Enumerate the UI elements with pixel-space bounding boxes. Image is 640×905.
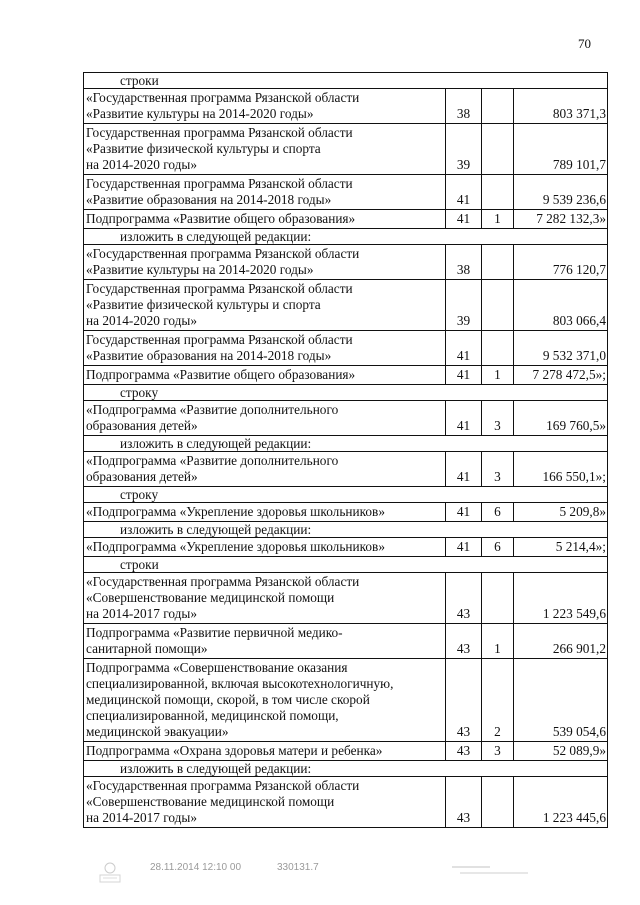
subprogram-cell [481,777,513,827]
program-name-cell [84,280,445,330]
program-name-cell [84,210,445,228]
program-name-line: санитарной помощи» [86,641,208,656]
program-name-line: «Государственная программа Рязанской области [86,90,360,105]
program-name-cell [84,503,445,521]
footer-doc-code: 330131.7 [277,862,319,873]
instruction-row [83,72,608,89]
table-row [83,331,608,366]
table-row [83,210,608,229]
program-name-cell [84,742,445,760]
program-name-line: «Государственная программа Рязанской области [86,778,360,793]
faded-stamp-icon [450,862,530,878]
instruction-text: изложить в следующей редакции: [120,522,312,537]
amount-cell: 7 278 472,5»; [513,366,607,384]
instruction-row [83,385,608,401]
program-name-line: медицинской помощи, скорой, в том числе скорой [86,692,370,707]
instruction-text: строки [120,557,159,572]
amount-cell: 1 223 549,6 [513,573,607,623]
program-name-line: на 2014-2017 годы» [86,810,198,825]
amount-cell: 52 089,9» [513,742,607,760]
amount-cell: 9 539 236,6 [513,175,607,209]
code-cell: 43 [445,624,481,658]
instruction-text: строку [120,487,159,502]
instruction-row [83,761,608,777]
code-cell: 39 [445,280,481,330]
instruction-text: строку [120,385,159,400]
program-name-line: Государственная программа Рязанской области [86,332,353,347]
program-name-line: Подпрограмма «Развитие первичной медико- [86,625,343,640]
instruction-row [83,487,608,503]
table-row [83,401,608,436]
code-cell: 41 [445,503,481,521]
program-name-cell [84,245,445,279]
program-name-cell [84,777,445,827]
table-row [83,538,608,557]
program-name-cell [84,175,445,209]
program-name-cell [84,366,445,384]
instruction-text: изложить в следующей редакции: [120,436,312,451]
program-name-line: «Развитие культуры на 2014-2020 годы» [86,106,314,121]
program-name-line: медицинской эвакуации» [86,724,229,739]
program-name-cell [84,401,445,435]
subprogram-cell: 6 [481,538,513,556]
code-cell: 41 [445,175,481,209]
program-name-cell [84,659,445,741]
amount-cell: 539 054,6 [513,659,607,741]
subprogram-cell [481,573,513,623]
program-name-line: «Подпрограмма «Развитие дополнительного [86,402,339,417]
amount-cell: 803 066,4 [513,280,607,330]
program-name-cell [84,624,445,658]
amount-cell: 5 214,4»; [513,538,607,556]
program-name-line: Государственная программа Рязанской области [86,176,353,191]
instruction-row [83,436,608,452]
footer-timestamp: 28.11.2014 12:10 00 [150,862,242,873]
subprogram-cell: 1 [481,366,513,384]
code-cell: 41 [445,210,481,228]
program-name-line: Подпрограмма «Развитие общего образования» [86,211,356,226]
amount-cell: 266 901,2 [513,624,607,658]
amount-cell: 803 371,3 [513,89,607,123]
subprogram-cell [481,331,513,365]
program-name-line: Государственная программа Рязанской области [86,125,353,140]
amount-cell: 5 209,8» [513,503,607,521]
table-row [83,245,608,280]
table-row [83,452,608,487]
program-name-line: «Развитие образования на 2014-2018 годы» [86,192,332,207]
amount-cell: 166 550,1»; [513,452,607,486]
code-cell: 41 [445,331,481,365]
subprogram-cell: 1 [481,210,513,228]
table-row [83,742,608,761]
program-name-line: «Подпрограмма «Укрепление здоровья школьников» [86,539,385,554]
table-row [83,124,608,175]
page-footer [0,858,640,888]
program-name-cell [84,452,445,486]
table-row [83,777,608,828]
subprogram-cell: 3 [481,452,513,486]
program-name-line: Подпрограмма «Развитие общего образования» [86,367,356,382]
program-name-line: Подпрограмма «Совершенствование оказания [86,660,348,675]
subprogram-cell: 6 [481,503,513,521]
table-row [83,659,608,742]
program-name-line: Государственная программа Рязанской области [86,281,353,296]
code-cell: 43 [445,742,481,760]
table-row [83,573,608,624]
program-name-line: специализированной, включая высокотехнологичную, [86,676,394,691]
program-name-line: «Совершенствование медицинской помощи [86,794,335,809]
program-name-cell [84,538,445,556]
subprogram-cell [481,245,513,279]
program-name-line: «Подпрограмма «Укрепление здоровья школьников» [86,504,385,519]
amount-cell: 789 101,7 [513,124,607,174]
code-cell: 41 [445,401,481,435]
instruction-text: изложить в следующей редакции: [120,229,312,244]
code-cell: 43 [445,659,481,741]
program-name-cell [84,89,445,123]
table-row [83,280,608,331]
program-name-cell [84,573,445,623]
subprogram-cell: 3 [481,742,513,760]
program-name-line: «Совершенствование медицинской помощи [86,590,335,605]
code-cell: 39 [445,124,481,174]
program-name-line: «Развитие культуры на 2014-2020 годы» [86,262,314,277]
program-name-line: на 2014-2017 годы» [86,606,198,621]
page-number: 70 [578,36,591,51]
instruction-row [83,229,608,245]
instruction-text: строки [120,73,159,88]
table-row [83,89,608,124]
code-cell: 43 [445,573,481,623]
program-name-cell [84,124,445,174]
document-stamp-icon [96,860,124,884]
code-cell: 41 [445,538,481,556]
subprogram-cell [481,89,513,123]
amount-cell: 1 223 445,6 [513,777,607,827]
code-cell: 38 [445,89,481,123]
table-row [83,366,608,385]
code-cell: 43 [445,777,481,827]
program-name-line: «Развитие физической культуры и спорта [86,297,321,312]
code-cell: 38 [445,245,481,279]
subprogram-cell [481,124,513,174]
subprogram-cell: 2 [481,659,513,741]
instruction-text: изложить в следующей редакции: [120,761,312,776]
program-name-line: «Государственная программа Рязанской области [86,574,360,589]
program-name-line: «Государственная программа Рязанской области [86,246,360,261]
instruction-row [83,557,608,573]
program-name-line: «Подпрограмма «Развитие дополнительного [86,453,339,468]
budget-table [83,72,606,828]
program-name-line: образования детей» [86,469,198,484]
subprogram-cell: 3 [481,401,513,435]
program-name-line: «Развитие образования на 2014-2018 годы» [86,348,332,363]
program-name-line: на 2014-2020 годы» [86,313,198,328]
program-name-line: «Развитие физической культуры и спорта [86,141,321,156]
program-name-cell [84,331,445,365]
table-row [83,503,608,522]
amount-cell: 7 282 132,3» [513,210,607,228]
amount-cell: 776 120,7 [513,245,607,279]
amount-cell: 169 760,5» [513,401,607,435]
subprogram-cell: 1 [481,624,513,658]
code-cell: 41 [445,366,481,384]
table-row [83,624,608,659]
program-name-line: на 2014-2020 годы» [86,157,198,172]
code-cell: 41 [445,452,481,486]
subprogram-cell [481,175,513,209]
program-name-line: специализированной, медицинской помощи, [86,708,339,723]
amount-cell: 9 532 371,0 [513,331,607,365]
program-name-line: Подпрограмма «Охрана здоровья матери и ребенка» [86,743,383,758]
instruction-row [83,522,608,538]
subprogram-cell [481,280,513,330]
program-name-line: образования детей» [86,418,198,433]
table-row [83,175,608,210]
